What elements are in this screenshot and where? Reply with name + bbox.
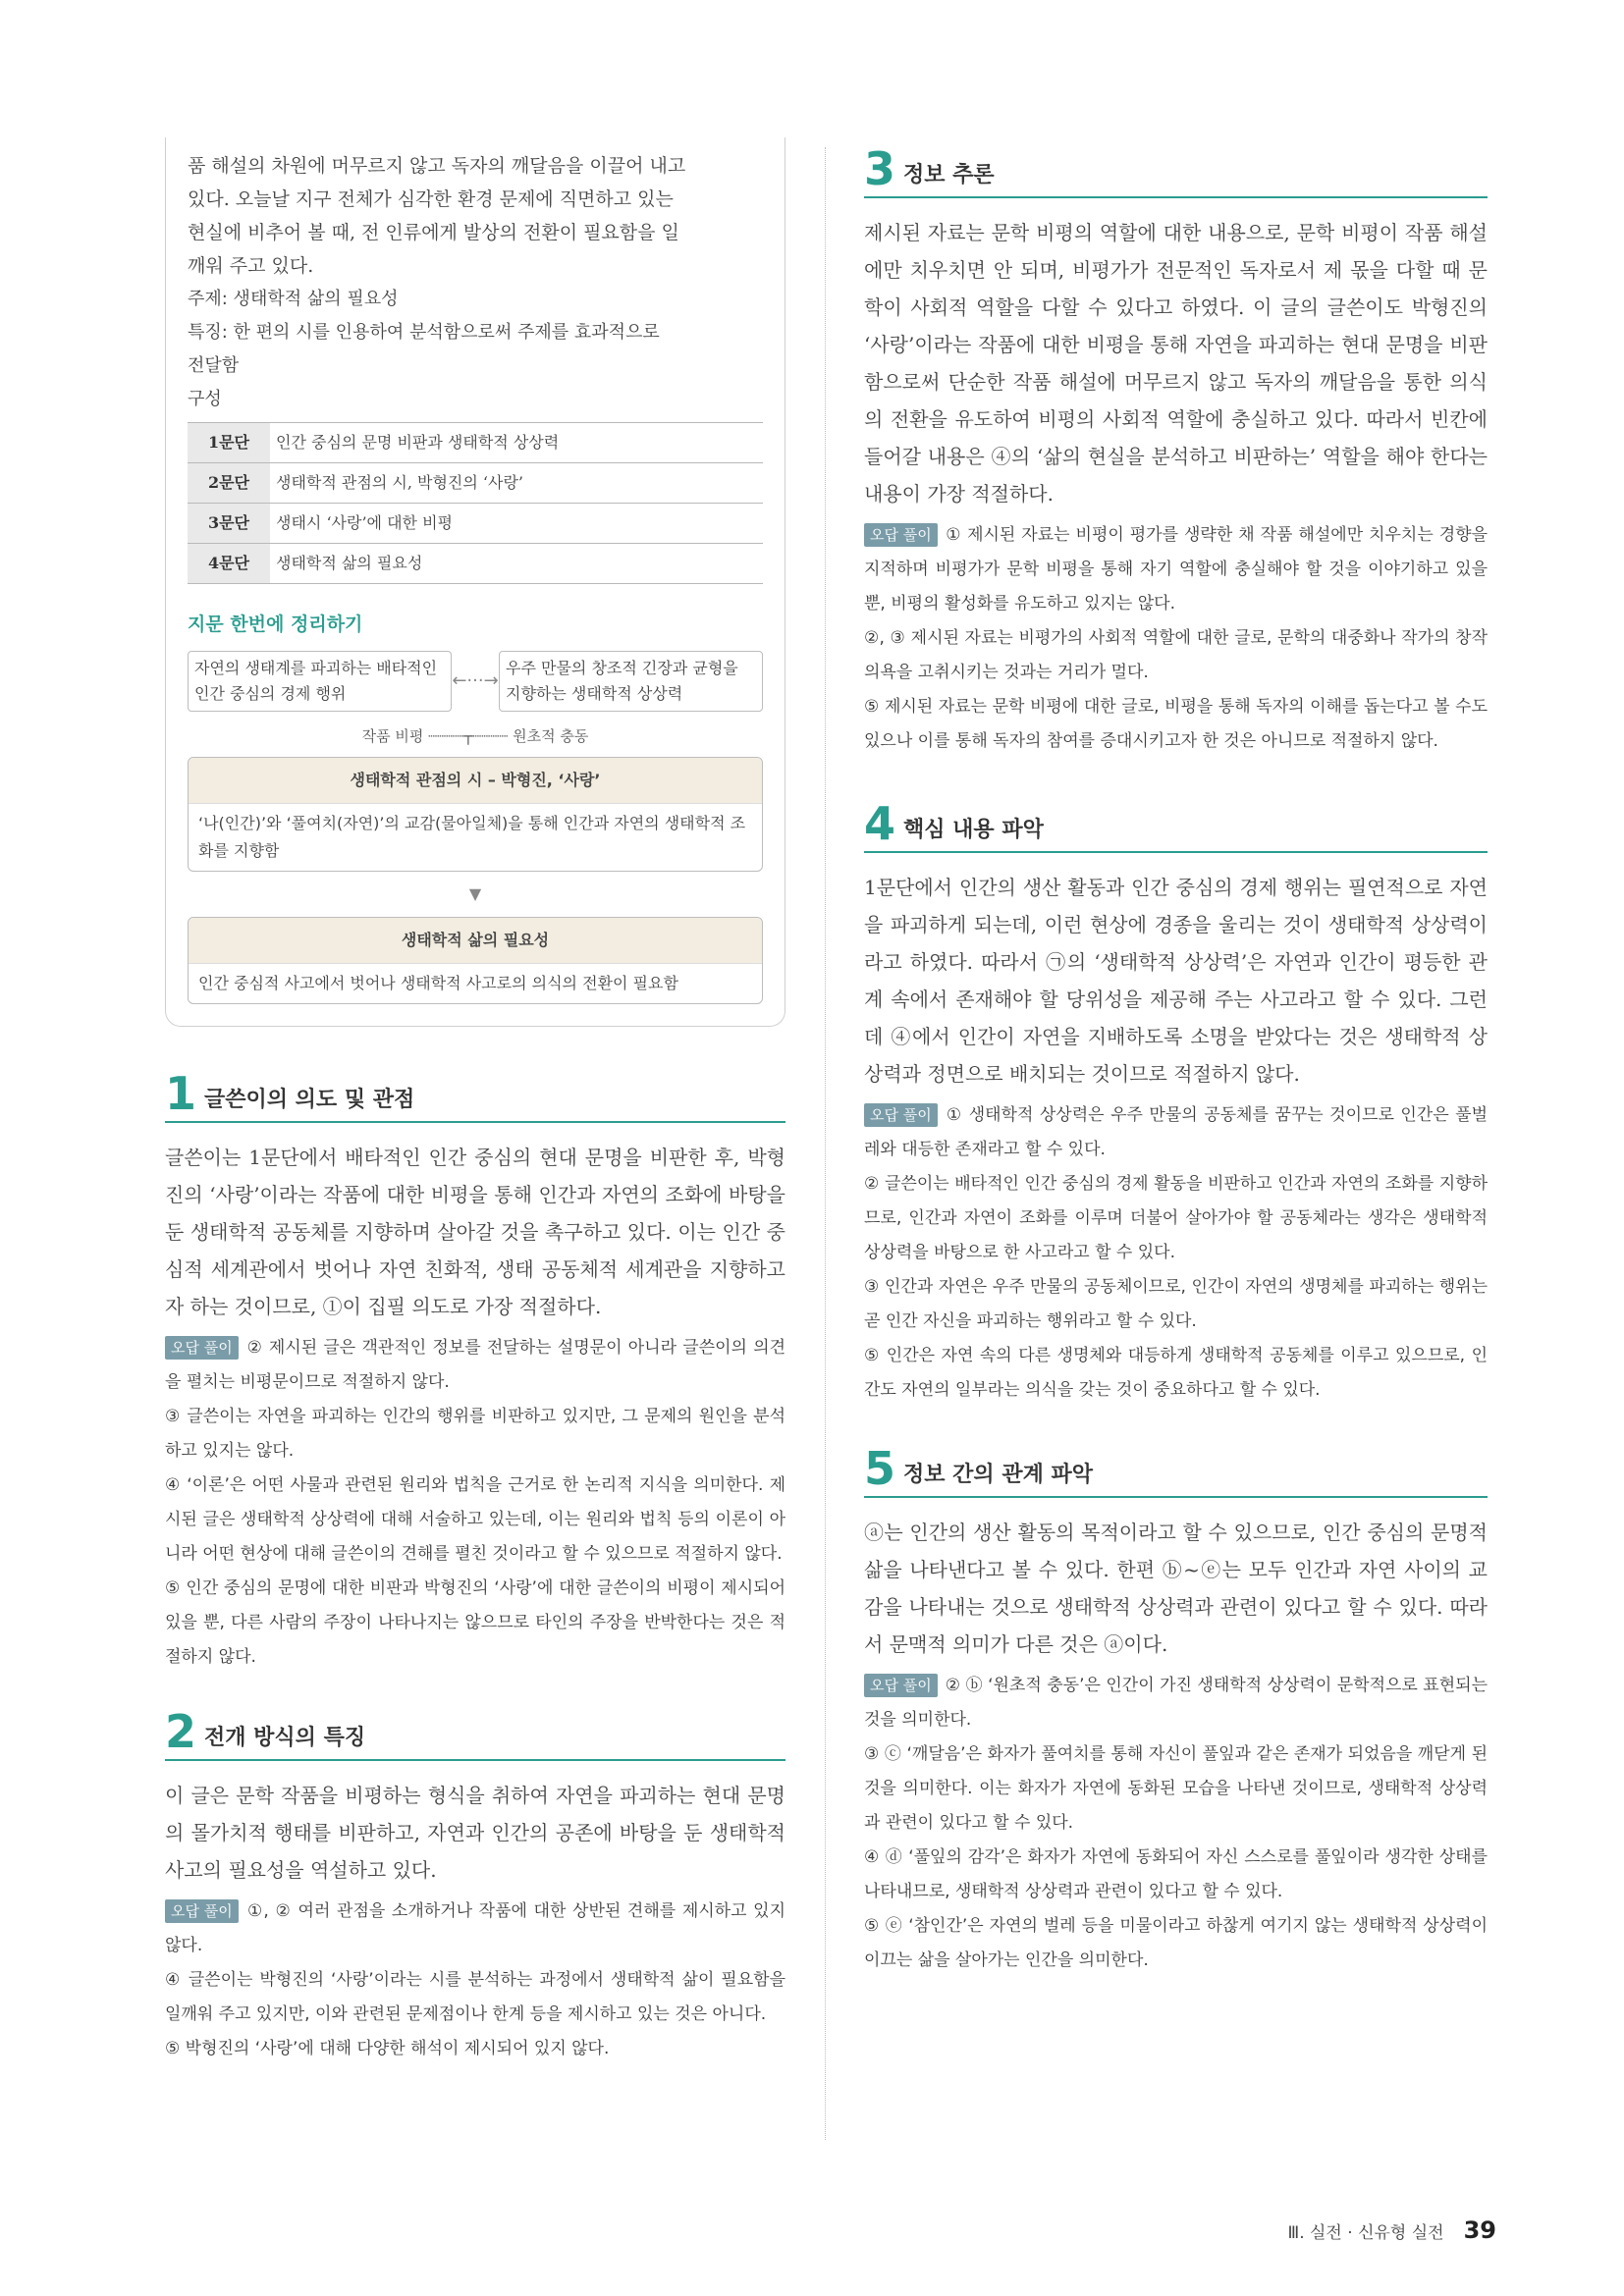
structure-value: 생태학적 삶의 필요성 — [270, 544, 763, 584]
structure-value: 생태시 ‘사랑’에 대한 비평 — [270, 504, 763, 544]
theme-line: 주제: 생태학적 삶의 필요성 — [188, 289, 399, 309]
column-divider — [825, 147, 826, 2140]
explanation-item: ① 생태학적 상상력은 우주 만물의 공동체를 꿈꾸는 것이므로 인간은 풀벌레와 대등한 존재라고 할 수 있다. — [864, 1105, 1488, 1159]
structure-row — [188, 544, 763, 584]
down-arrow-icon: ▼ — [468, 884, 482, 903]
section-2 — [165, 1705, 785, 2066]
diagram-label-a: 작품 비평 — [361, 727, 424, 745]
explanation-item: ③ 글쓴이는 자연을 파괴하는 인간의 행위를 비판하고 있지만, 그 문제의 원인을 분석하고 있지는 않다. — [165, 1407, 785, 1461]
structure-table — [188, 422, 763, 584]
diagram-box-bottom-body: 인간 중심적 사고에서 벗어나 생태학적 사고로의 의식의 전환이 필요함 — [198, 974, 678, 992]
wrong-answer-tag: 오답 풀이 — [864, 523, 938, 547]
summary-diagram — [188, 651, 763, 1004]
summary-line: 깨워 주고 있다. — [188, 255, 314, 277]
section-number: 2 — [165, 1705, 197, 1758]
section-title: 핵심 내용 파악 — [903, 818, 1044, 842]
explanation-item: ② 제시된 글은 객관적인 정보를 전달하는 설명문이 아니라 글쓴이의 의견을 펼치는 비평문이므로 적절하지 않다. — [165, 1338, 785, 1392]
section-number: 1 — [165, 1067, 197, 1120]
explanation-item: ③ 인간과 자연은 우주 만물의 공동체이므로, 인간이 자연의 생명체를 파괴하는 행위는 곧 인간 자신을 파괴하는 행위라고 할 수 있다. — [864, 1277, 1488, 1331]
section-title: 정보 간의 관계 파악 — [903, 1463, 1093, 1487]
section-4 — [864, 797, 1488, 1408]
summary-line: 품 해설의 차원에 머무르지 않고 독자의 깨달음을 이끌어 내고 — [188, 155, 686, 177]
diagram-box-bottom-head: 생태학적 삶의 필요성 — [189, 918, 762, 964]
diagram-box-mid-head: 생태학적 관점의 시 – 박형진, ‘사랑’ — [189, 758, 762, 804]
section-paragraph: ⓐ는 인간의 생산 활동의 목적이라고 할 수 있으므로, 인간 중심의 문명적 삶을 나타낸다고 볼 수 있다. 한편 ⓑ~ⓔ는 모두 인간과 자연 사이의 교감을 나타내는 것으로 생태학적 상상력과 관련이 있다고 할 수 있다. 따라서 문맥적 의미가 다른 것은 ⓐ이다. — [864, 1521, 1488, 1656]
explanation-item: ①, ② 여러 관점을 소개하거나 작품에 대한 상반된 견해를 제시하고 있지 않다. — [165, 1901, 785, 1955]
structure-value: 생태학적 관점의 시, 박형진의 ‘사랑’ — [270, 463, 763, 504]
diagram-label-b: 원초적 충동 — [513, 727, 589, 745]
structure-row — [188, 504, 763, 544]
section-title: 글쓴이의 의도 및 관점 — [204, 1088, 415, 1112]
summary-line: 있다. 오늘날 지구 전체가 심각한 환경 문제에 직면하고 있는 — [188, 188, 674, 210]
wrong-answer-explanation — [864, 1098, 1488, 1408]
section-header — [864, 1442, 1488, 1498]
connector-icon: ┈┈┈┈┬┈┈┈┈ — [428, 727, 514, 745]
explanation-item: ③ ⓒ ‘깨달음’은 화자가 풀여치를 통해 자신이 풀잎과 같은 존재가 되었음을 깨닫게 된 것을 의미한다. 이는 화자가 자연에 동화된 모습을 나타낸 것이므로, 생태학적 상상력과 관련이 있다고 할 수 있다. — [864, 1744, 1488, 1833]
wrong-answer-explanation — [864, 1669, 1488, 1978]
wrong-answer-explanation — [864, 518, 1488, 759]
summary-line: 현실에 비추어 볼 때, 전 인류에게 발상의 전환이 필요함을 일 — [188, 222, 679, 243]
structure-row — [188, 463, 763, 504]
explanation-item: ② ⓑ ‘원초적 충동’은 인간이 가진 생태학적 상상력이 문학적으로 표현되는 것을 의미한다. — [864, 1676, 1488, 1730]
section-header — [864, 142, 1488, 198]
section-number: 3 — [864, 142, 896, 195]
explanation-item: ④ 글쓴이는 박형진의 ‘사랑’이라는 시를 분석하는 과정에서 생태학적 삶이 필요함을 일깨워 주고 있지만, 이와 관련된 문제점이나 한계 등을 제시하고 있는 것은 아니다. — [165, 1970, 785, 2024]
diagram-mid-labels — [188, 720, 763, 753]
section-title: 정보 추론 — [903, 163, 995, 187]
diagram-box-right: 우주 만물의 창조적 긴장과 균형을 지향하는 생태학적 상상력 — [499, 651, 763, 712]
page-footer — [1287, 2216, 1496, 2244]
section-header — [165, 1705, 785, 1761]
section-1 — [165, 1067, 785, 1675]
double-arrow-icon: ←···→ — [452, 670, 499, 691]
right-column — [864, 142, 1488, 1978]
section-paragraph: 글쓴이는 1문단에서 배타적인 인간 중심의 현대 문명을 비판한 후, 박형진의 ‘사랑’이라는 작품에 대한 비평을 통해 인간과 자연의 조화에 바탕을 둔 생태학적 공동체를 지향하며 살아갈 것을 촉구하고 있다. 이는 인간 중심적 세계관에서 벗어나 자연 친화적, 생태 공동체적 세계관을 지향하고자 하는 것이므로, ①이 집필 의도로 가장 적절하다. — [165, 1146, 785, 1318]
explanation-item: ④ ‘이론’은 어떤 사물과 관련된 원리와 법칙을 근거로 한 논리적 지식을 의미한다. 제시된 글은 생태학적 상상력에 대해 서술하고 있는데, 이는 원리와 법칙 등의 이론이 아니라 어떤 현상에 대해 글쓴이의 견해를 펼친 것이라고 할 수 있으므로 적절하지 않다. — [165, 1475, 785, 1564]
left-column — [165, 137, 785, 2066]
structure-key: 1문단 — [188, 423, 270, 463]
section-paragraph: 이 글은 문학 작품을 비평하는 형식을 취하여 자연을 파괴하는 현대 문명의 몰가치적 행태를 비판하고, 자연과 인간의 공존에 바탕을 둔 생태학적 사고의 필요성을 역설하고 있다. — [165, 1784, 785, 1882]
explanation-item: ④ ⓓ ‘풀잎의 감각’은 화자가 자연에 동화되어 자신 스스로를 풀잎이라 생각한 상태를 나타내므로, 생태학적 상상력과 관련이 있다고 할 수 있다. — [864, 1847, 1488, 1901]
diagram-box-mid-body: ‘나(인간)’와 ‘풀여치(자연)’의 교감(물아일체)을 통해 인간과 자연의 생태학적 조화를 지향함 — [198, 814, 746, 860]
section-paragraph: 제시된 자료는 문학 비평의 역할에 대한 내용으로, 문학 비평이 작품 해설에만 치우치면 안 되며, 비평가가 전문적인 독자로서 제 몫을 다할 때 문학이 사회적 역할을 다할 수 있다고 하였다. 이 글의 글쓴이도 박형진의 ‘사랑’이라는 작품에 대한 비평을 통해 자연을 파괴하는 현대 문명을 비판함으로써 단순한 작품 해설에 머무르지 않고 독자의 깨달음을 통한 의식의 전환을 유도하여 비평의 사회적 역할에 충실하고 있다. 따라서 빈칸에 들어갈 내용은 ④의 ‘삶의 현실을 분석하고 비판하는’ 역할을 해야 한다는 내용이 가장 적절하다. — [864, 221, 1488, 506]
wrong-answer-tag: 오답 풀이 — [864, 1103, 938, 1127]
section-3 — [864, 142, 1488, 759]
explanation-item: ⑤ 인간은 자연 속의 다른 생명체와 대등하게 생태학적 공동체를 이루고 있으므로, 인간도 자연의 일부라는 의식을 갖는 것이 중요하다고 할 수 있다. — [864, 1346, 1488, 1400]
wrong-answer-tag: 오답 풀이 — [864, 1674, 938, 1697]
section-header — [864, 797, 1488, 853]
structure-label: 구성 — [188, 389, 222, 409]
structure-key: 4문단 — [188, 544, 270, 584]
section-5 — [864, 1442, 1488, 1978]
explanation-item: ②, ③ 제시된 자료는 비평가의 사회적 역할에 대한 글로, 문학의 대중화나 작가의 창작 의욕을 고취시키는 것과는 거리가 멀다. — [864, 628, 1488, 682]
diagram-box-mid — [188, 757, 763, 872]
explanation-item: ① 제시된 자료는 비평이 평가를 생략한 채 작품 해설에만 치우치는 경향을 지적하며 비평가가 문학 비평을 통해 자기 역할에 충실해야 할 것을 이야기하고 있을 뿐, 비평의 활성화를 유도하고 있지는 않다. — [864, 525, 1488, 614]
explanation-item: ⑤ 박형진의 ‘사랑’에 대해 다양한 해석이 제시되어 있지 않다. — [165, 2039, 610, 2058]
wrong-answer-explanation — [165, 1331, 785, 1675]
footer-section-label: Ⅲ. 실전 · 신유형 실전 — [1287, 2222, 1444, 2243]
section-header — [165, 1067, 785, 1123]
structure-key: 2문단 — [188, 463, 270, 504]
diagram-box-left: 자연의 생태계를 파괴하는 배타적인 인간 중심의 경제 행위 — [188, 651, 452, 712]
explanation-item: ② 글쓴이는 배타적인 인간 중심의 경제 활동을 비판하고 인간과 자연의 조화를 지향하므로, 인간과 자연이 조화를 이루며 더불어 살아가야 할 공동체라는 생각은 생태학적 상상력을 바탕으로 한 사고라고 할 수 있다. — [864, 1174, 1488, 1262]
structure-value: 인간 중심의 문명 비판과 생태학적 상상력 — [270, 423, 763, 463]
section-title: 전개 방식의 특징 — [204, 1726, 366, 1750]
page-number: 39 — [1463, 2216, 1496, 2244]
wrong-answer-tag: 오답 풀이 — [165, 1899, 239, 1923]
explanation-item: ⑤ 제시된 자료는 문학 비평에 대한 글로, 비평을 통해 독자의 이해를 돕는다고 볼 수도 있으나 이를 통해 독자의 참여를 증대시키고자 한 것은 아니므로 적절하지 않다. — [864, 697, 1488, 751]
feature-line: 전달함 — [188, 355, 240, 376]
explanation-item: ⑤ 인간 중심의 문명에 대한 비판과 박형진의 ‘사랑’에 대한 글쓴이의 비평이 제시되어 있을 뿐, 다른 사람의 주장이 나타나지는 않으므로 타인의 주장을 반박한다는 것은 적절하지 않다. — [165, 1578, 785, 1667]
section-paragraph: 1문단에서 인간의 생산 활동과 인간 중심의 경제 행위는 필연적으로 자연을 파괴하게 되는데, 이런 현상에 경종을 울리는 것이 생태학적 상상력이라고 하였다. 따라서 ㉠의 ‘생태학적 상상력’은 자연과 인간이 평등한 관계 속에서 존재해야 할 당위성을 제공해 주는 사고라고 할 수 있다. 그런데 ④에서 인간이 자연을 지배하도록 소명을 받았다는 것은 생태학적 상상력과 정면으로 배치되는 것이므로 적절하지 않다. — [864, 876, 1488, 1086]
explanation-item: ⑤ ⓔ ‘참인간’은 자연의 벌레 등을 미물이라고 하찮게 여기지 않는 생태학적 상상력이 이끄는 삶을 살아가는 인간을 의미한다. — [864, 1916, 1488, 1970]
section-number: 4 — [864, 797, 896, 850]
structure-key: 3문단 — [188, 504, 270, 544]
summary-box — [165, 137, 785, 1027]
structure-row — [188, 423, 763, 463]
wrong-answer-explanation — [165, 1895, 785, 2066]
section-number: 5 — [864, 1442, 896, 1495]
diagram-box-bottom — [188, 917, 763, 1004]
diagram-title: 지문 한번에 정리하기 — [188, 614, 363, 635]
wrong-answer-tag: 오답 풀이 — [165, 1336, 239, 1360]
feature-line: 특징: 한 편의 시를 인용하여 분석함으로써 주제를 효과적으로 — [188, 322, 660, 343]
